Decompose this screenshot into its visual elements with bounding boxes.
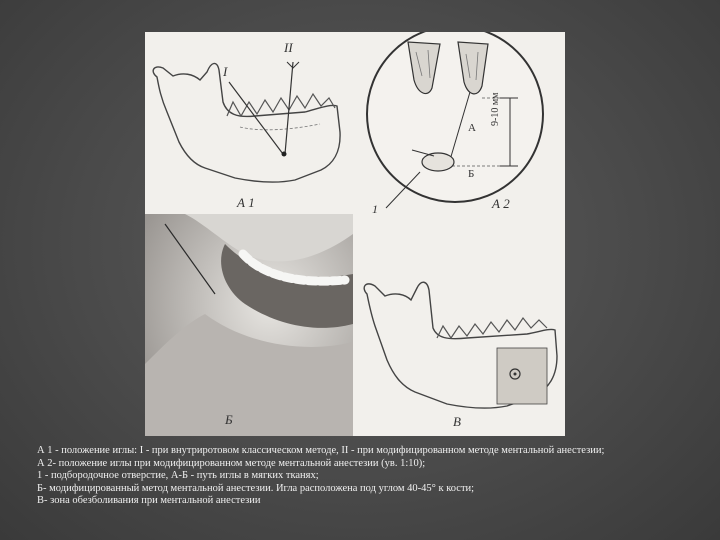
mark-one-a1: I [223, 64, 228, 79]
point-b-label: Б [468, 168, 475, 180]
anaesthesia-zone [497, 348, 547, 404]
panel-label-a1: А 1 [237, 195, 255, 210]
caption-line: А 1 - положение иглы: I - при внутриротовом классическом методе, II - при модифицированном методе ментальной анестезии; [37, 445, 605, 456]
caption-line: 1 - подбородочное отверстие, А-Б - путь иглы в мягких тканях; [37, 470, 319, 482]
mark-one-a2: 1 [372, 202, 378, 216]
point-a-label: А [468, 122, 476, 134]
panel-label-a2: А 2 [492, 196, 510, 211]
distance-label: 9-10 мм [490, 92, 501, 126]
mandible-drawing-a1 [145, 32, 350, 212]
caption-line: Б- модифицированный метод ментальной анестезии. Игла расположена под углом 40-45° к кости; [37, 482, 475, 494]
magnified-circle-drawing [350, 32, 565, 217]
panel-b-photograph [145, 214, 353, 436]
caption-line: А 2- положение иглы при модифицированном методе ментальной анестезии (ув. 1:10); [37, 457, 426, 469]
needle-line-one [229, 82, 283, 154]
panel-label-b: Б [225, 412, 233, 427]
panel-v-anaesthesia-zone [357, 264, 565, 436]
mandible-drawing-v [357, 264, 565, 436]
needle-line-two [285, 62, 293, 154]
panel-a2-magnified-view [350, 32, 565, 217]
panel-label-v: В [453, 414, 461, 429]
caption-line: В- зона обезболивания при ментальной анестезии [37, 495, 261, 507]
figure-caption [37, 445, 717, 508]
mark-two-a1: II [284, 40, 293, 55]
mouth-photo [145, 214, 353, 436]
anatomy-figure [145, 32, 565, 436]
panel-a1-mandible-needle-positions [145, 32, 350, 212]
